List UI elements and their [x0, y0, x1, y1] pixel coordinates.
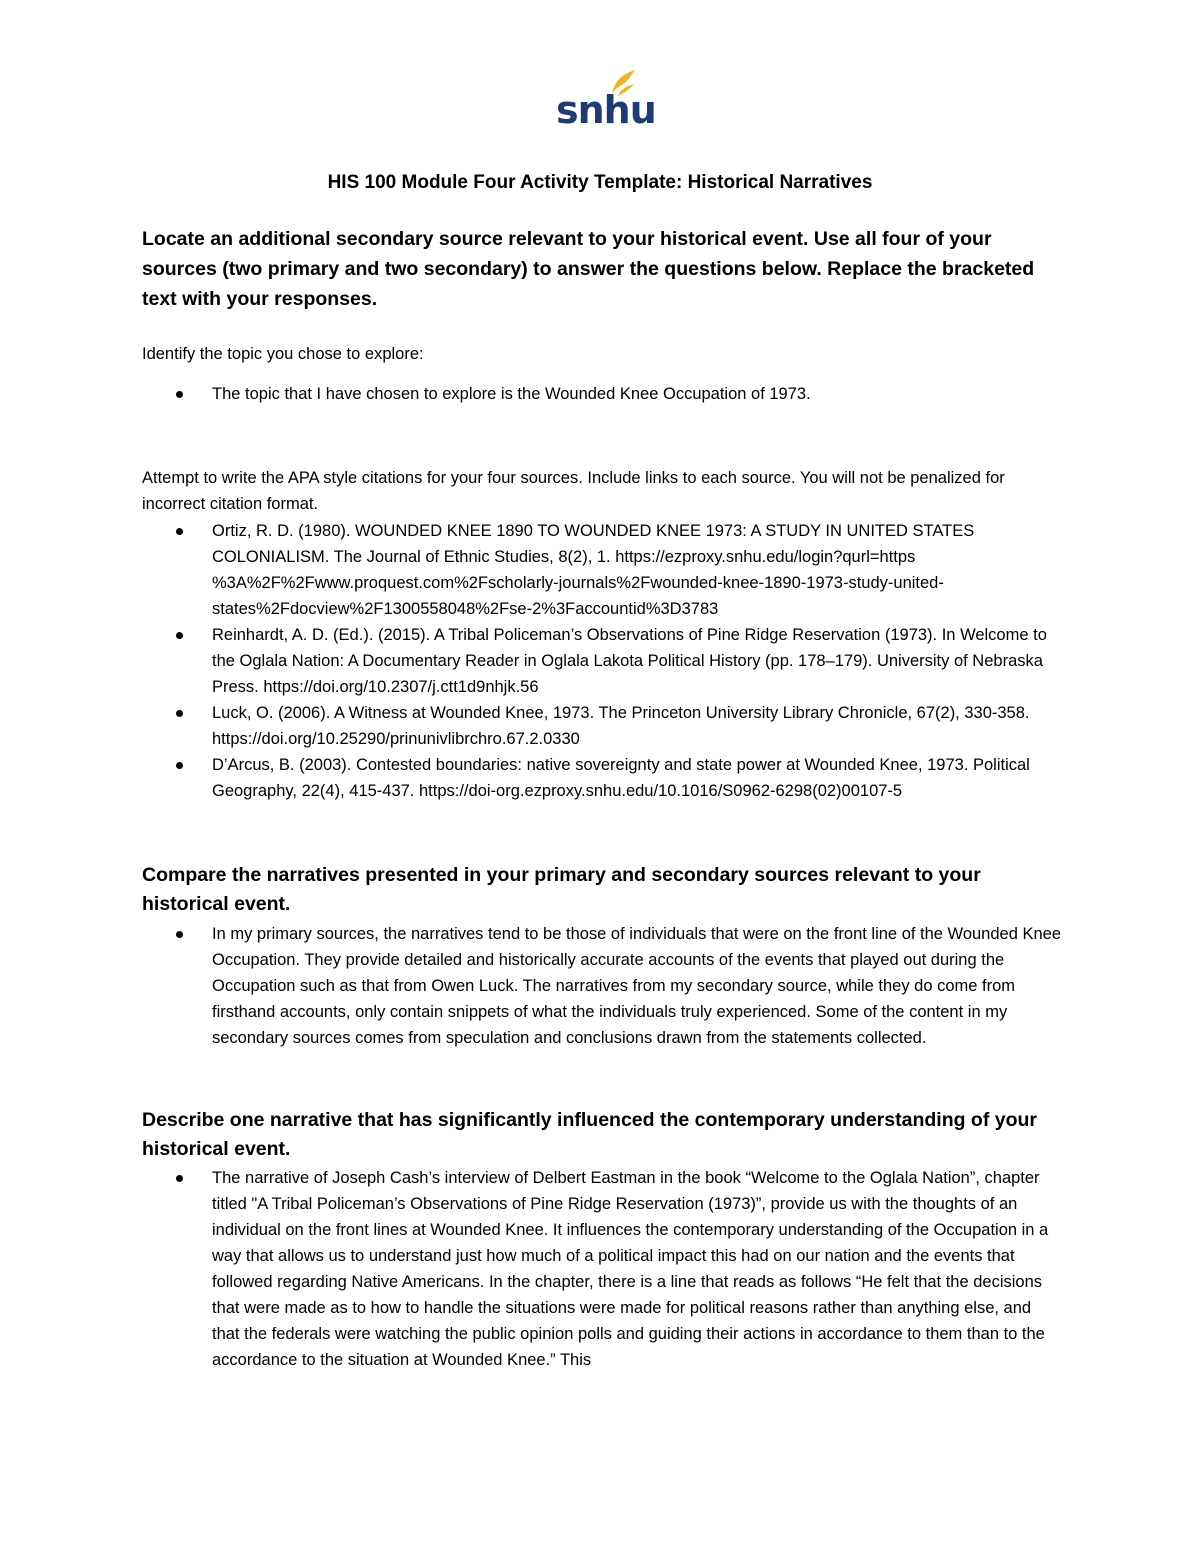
citation-item: Reinhardt, A. D. (Ed.). (2015). A Tribal Policeman’s Observations of Pine Ridge Reservation (1973). In Welcome to the Oglala Nation: A Documentary Reader in Oglala Lakota Political History (pp. 178–179). University of Nebraska Press. https://doi.org/10.2307/j.ctt1d9nhjk.56 — [142, 622, 1062, 700]
citation-item: Ortiz, R. D. (1980). WOUNDED KNEE 1890 TO WOUNDED KNEE 1973: A STUDY IN UNITED STATES COLONIALISM. The Journal of Ethnic Studies, 8(2), 1. https://ezproxy.snhu.edu/login?qurl=https %3A%2F%2Fwww.proquest.com%2Fscholarly-journals%2Fwounded-knee-1890-1973-study-united-states%2Fdocview%2F1300558048%2Fse-2%3Faccountid%3D3783 — [142, 518, 1062, 622]
page-title: HIS 100 Module Four Activity Template: Historical Narratives — [327, 172, 873, 193]
topic-label: Identify the topic you chose to explore: — [142, 345, 424, 363]
citation-item: D’Arcus, B. (2003). Contested boundaries: native sovereignty and state power at Wounded Knee, 1973. Political Geography, 22(4), 415-437. https://doi-org.ezproxy.snhu.edu/10.1016/S0962-6298(02)00107-5 — [142, 752, 1062, 804]
describe-list — [142, 1165, 1062, 1373]
topic-list — [142, 381, 1062, 407]
logo-wordmark: snhu — [556, 88, 656, 132]
citations-intro: Attempt to write the APA style citations for your four sources. Include links to each source. You will not be penalized for incorrect citation format. — [142, 469, 1005, 513]
describe-heading: Describe one narrative that has significantly influenced the contemporary understanding of your historical event. — [142, 1109, 1038, 1160]
citations-list — [142, 518, 1062, 804]
compare-heading: Compare the narratives presented in your primary and secondary sources relevant to your historical event. — [142, 864, 981, 915]
citation-item: Luck, O. (2006). A Witness at Wounded Knee, 1973. The Princeton University Library Chronicle, 67(2), 330-358. https://doi.org/10.25290/prinunivlibrchro.67.2.0330 — [142, 700, 1062, 752]
list-item: In my primary sources, the narratives tend to be those of individuals that were on the front line of the Wounded Knee Occupation. They provide detailed and historically accurate accounts of the events that played out during the Occupation such as that from Owen Luck. The narratives from my secondary source, while they do come from firsthand accounts, only contain snippets of what the individuals truly experienced. Some of the content in my secondary sources comes from speculation and conclusions drawn from the statements collected. — [142, 921, 1062, 1051]
list-item: The narrative of Joseph Cash’s interview of Delbert Eastman in the book “Welcome to the Oglala Nation”, chapter titled "A Tribal Policeman’s Observations of Pine Ridge Reservation (1973)”, provide us with the thoughts of an individual on the front lines at Wounded Knee. It influences the contemporary understanding of the Occupation in a way that allows us to understand just how much of a political impact this had on our nation and the events that followed regarding Native Americans. In the chapter, there is a line that reads as follows “He felt that the decisions that were made as to how to handle the situations were made for political reasons rather than anything else, and that the federals were watching the public opinion polls and guiding their actions in accordance to them than to the accordance to the situation at Wounded Knee.” This — [142, 1165, 1062, 1373]
list-item: The topic that I have chosen to explore is the Wounded Knee Occupation of 1973. — [142, 381, 1062, 407]
snhu-logo — [550, 68, 656, 134]
compare-list — [142, 921, 1062, 1051]
instructions-intro: Locate an additional secondary source relevant to your historical event. Use all four of your sources (two primary and two secondary) to answer the questions below. Replace the bracketed text with your responses. — [142, 228, 1035, 310]
